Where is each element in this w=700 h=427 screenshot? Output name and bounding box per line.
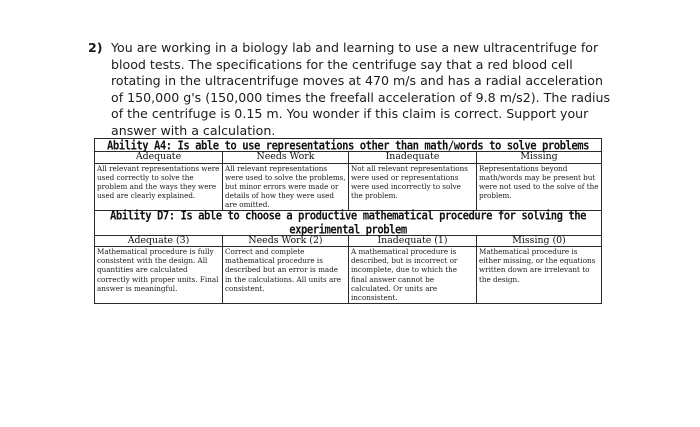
question-text: You are working in a biology lab and learning to use a new ultracentrifuge for blood tests. The specifications for the centrifuge say that a red blood cell rotating in the ultracentrifuge moves at 470 m/s and has a radial acceleration of 150,000 g's (150,000 times the freefall acceleration of 9.8 m/s2). The radius of the centrifuge is 0.15 m. You wonder if this claim is correct. Support your answer with a calculation. <box>111 40 611 138</box>
rubric-d7-header-needs-work: Needs Work (2) <box>223 235 349 247</box>
rubric-a4-title: Ability A4: Is able to use representations other than math/words to solve problems <box>95 138 602 153</box>
rubric-a4-cell-adequate: All relevant representations were used correctly to solve the problem and the ways they were used are clearly explained. <box>95 163 223 210</box>
rubric-a4-cell-inadequate: Not all relevant representations were used or representations were used incorrectly to solve the problem. <box>349 163 477 210</box>
rubric-d7-cell-missing: Mathematical procedure is either missing, or the equations written down are irrelevant to the design. <box>477 247 602 304</box>
rubric-d7-header-missing: Missing (0) <box>477 235 602 247</box>
rubric-d7-cell-adequate: Mathematical procedure is fully consistent with the design. All quantities are calculated correctly with proper units. Final answer is meaningful. <box>95 247 223 304</box>
rubric-a4-header-inadequate: Inadequate <box>349 152 477 164</box>
rubric-a4-header-adequate: Adequate <box>95 152 223 164</box>
question-block <box>88 40 611 138</box>
rubric-a4-header-needs-work: Needs Work <box>223 152 349 164</box>
rubric-a4-header-missing: Missing <box>477 152 602 164</box>
question-number: 2) <box>88 40 103 55</box>
rubric-a4-cell-needs-work: All relevant representations were used to solve the problems, but minor errors were made or details of how they were used are omitted. <box>223 163 349 210</box>
rubric-a4-cell-missing: Representations beyond math/words may be present but were not used to the solve of the problem. <box>477 163 602 210</box>
rubric-d7-header-adequate: Adequate (3) <box>95 235 223 247</box>
rubric-d7-cell-needs-work: Correct and complete mathematical procedure is described but an error is made in the calculations. All units are consistent. <box>223 247 349 304</box>
rubric-table <box>94 138 602 304</box>
rubric-d7-title: Ability D7: Is able to choose a productive mathematical procedure for solving the experimental problem <box>95 208 602 237</box>
rubric-d7-cell-inadequate: A mathematical procedure is described, but is incorrect or incomplete, due to which the final answer cannot be calculated. Or units are inconsistent. <box>349 247 477 304</box>
rubric-d7-header-inadequate: Inadequate (1) <box>349 235 477 247</box>
